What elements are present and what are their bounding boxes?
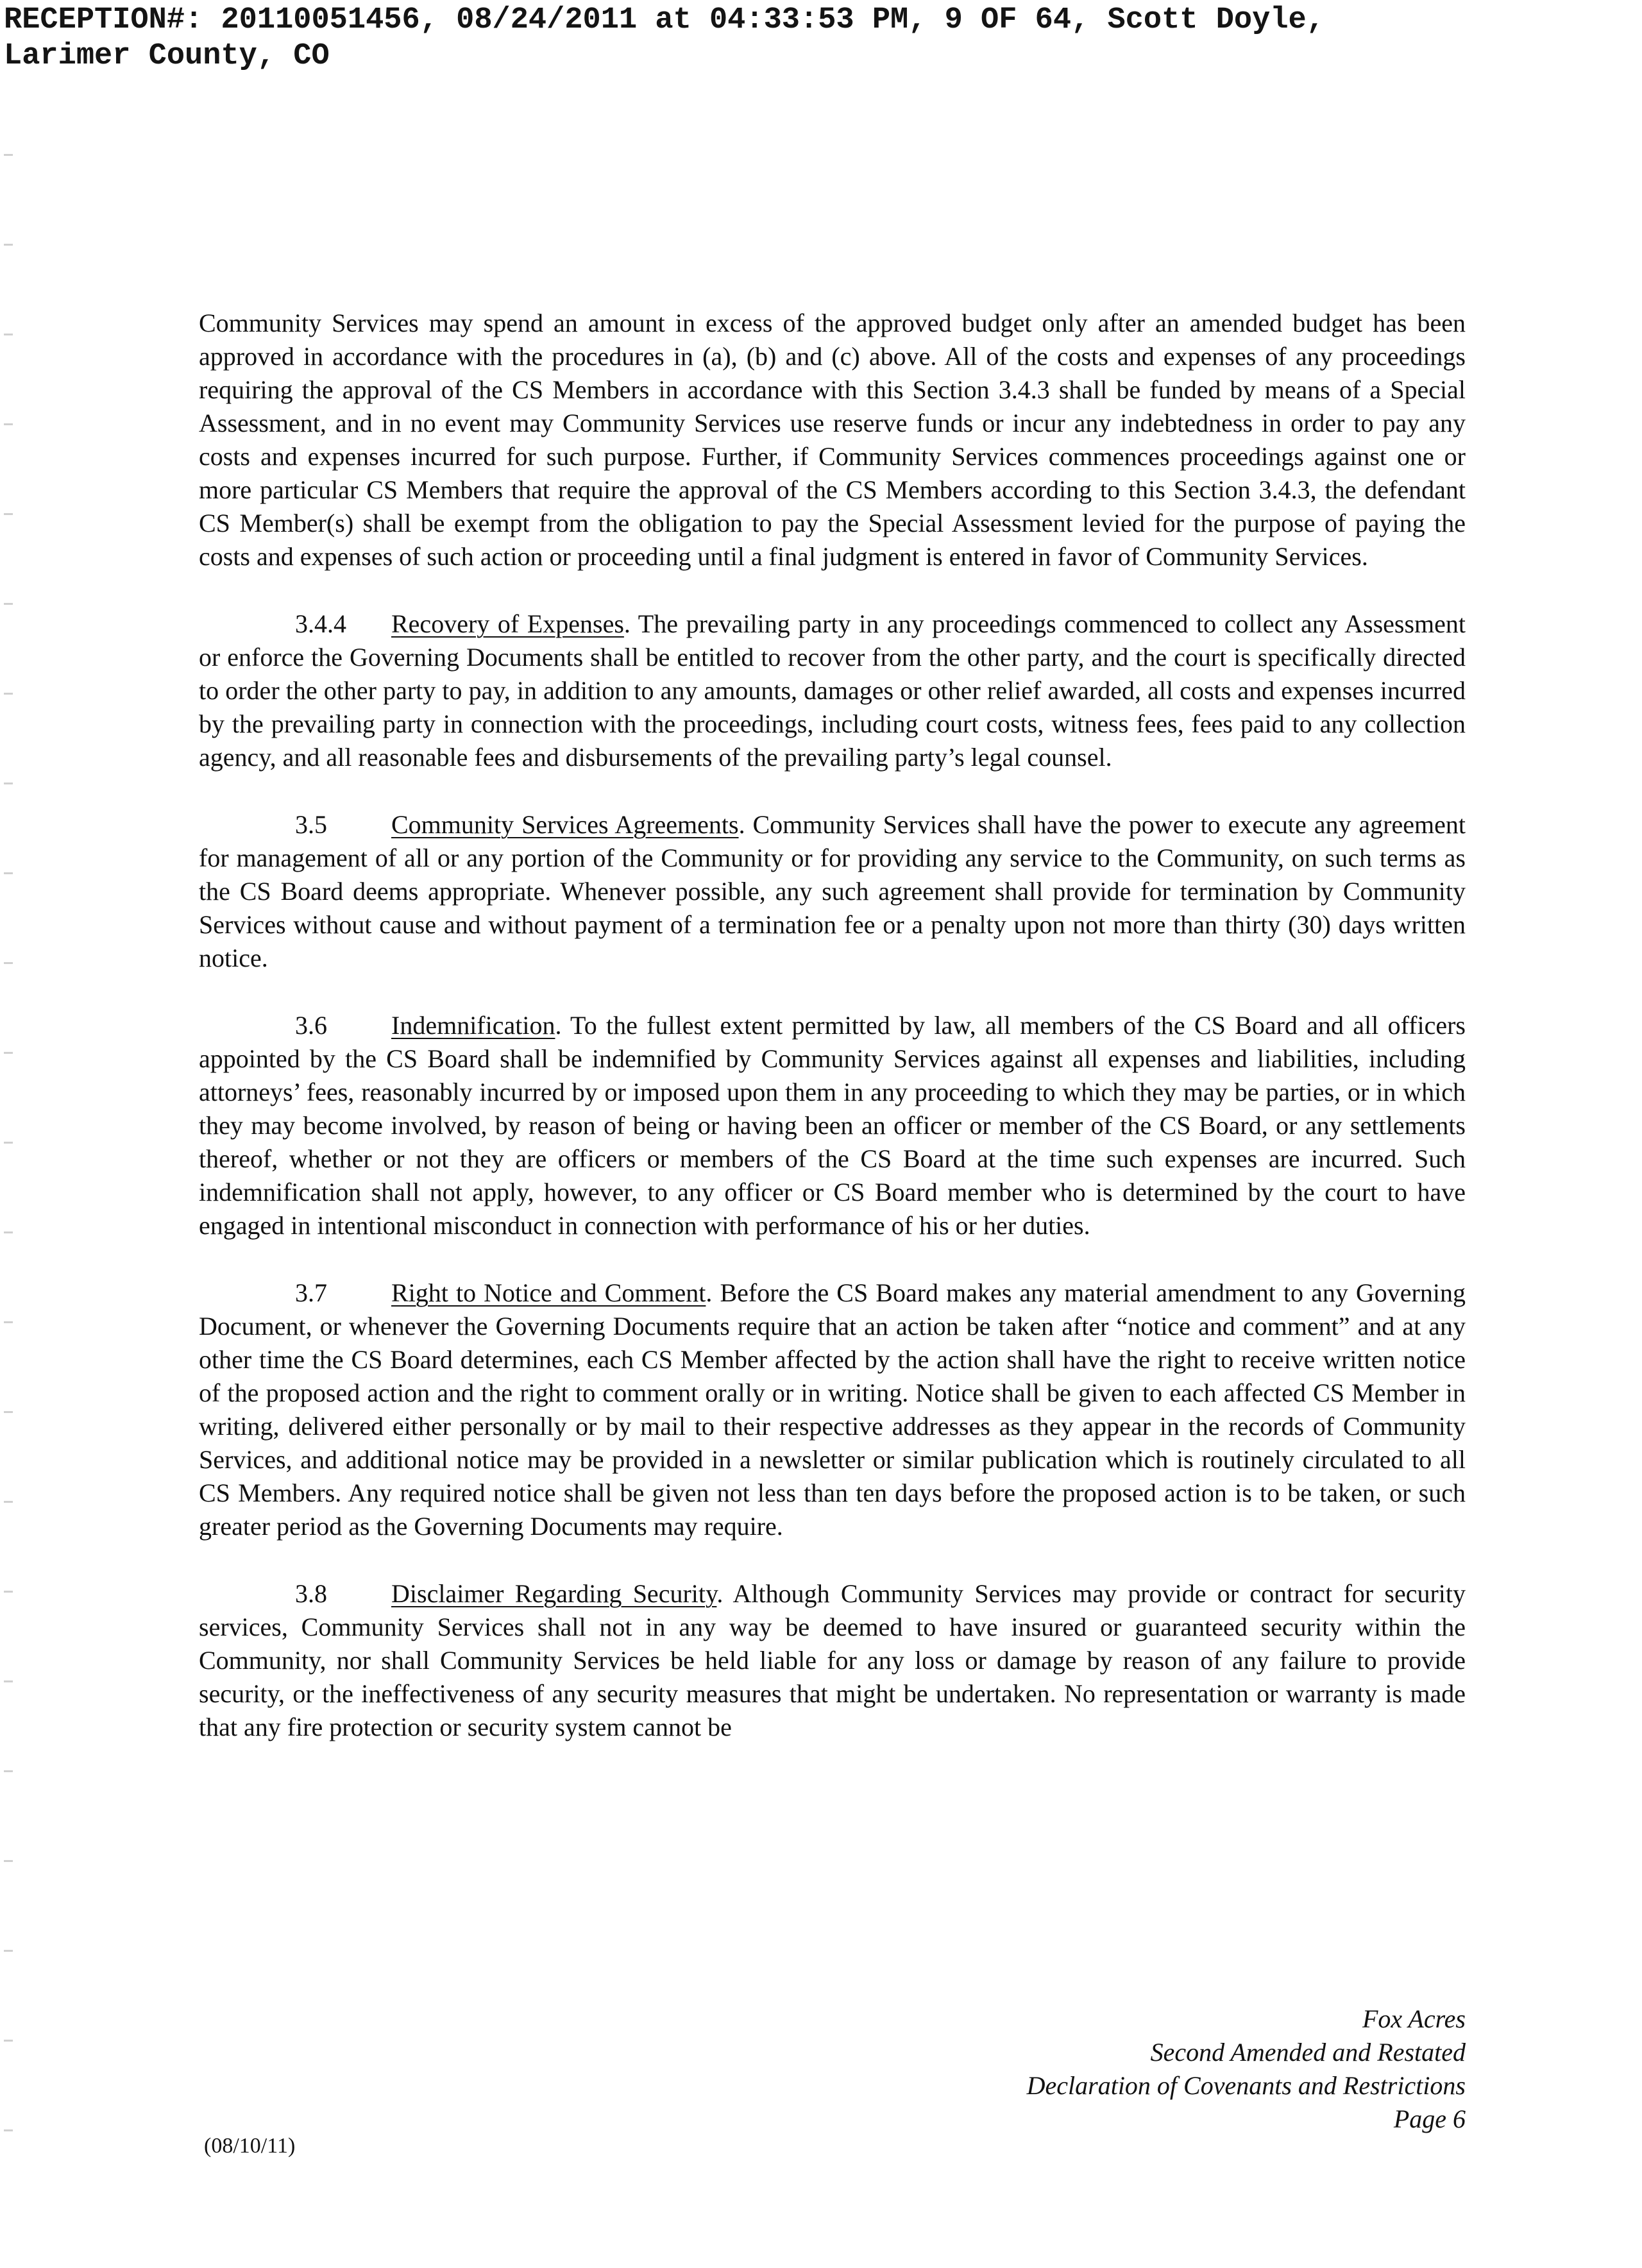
- section-text: . Community Services shall have the power to execute any agreement for management of all or any portion of the Community or for providing any service to the Community, on such terms as the CS Board deems appropriate. Whenever possible, any such agreement shall provide for termination by Community Services without cause and without payment of a termination fee or a penalty upon not more than thirty (30) days written notice.: [199, 810, 1466, 972]
- section-3-7: [199, 1276, 1466, 1543]
- section-3-5: [199, 808, 1466, 975]
- section-3-4-4: [199, 607, 1466, 774]
- recording-stamp: RECEPTION#: 20110051456, 08/24/2011 at 04:33:53 PM, 9 OF 64, Scott Doyle, Larimer County, CO: [4, 3, 1325, 73]
- revision-date: (08/10/11): [204, 2134, 296, 2158]
- section-number: 3.6: [295, 1011, 327, 1040]
- section-number: 3.5: [295, 810, 327, 839]
- paragraph-intro: Community Services may spend an amount in excess of the approved budget only after an amended budget has been approved in accordance with the procedures in (a), (b) and (c) above. All of the costs and expenses of any proceedings requiring the approval of the CS Members in accordance with this Section 3.4.3 shall be funded by means of a Special Assessment, and in no event may Community Services use reserve funds or incur any indebtedness in order to pay any costs and expenses incurred for such purpose. Further, if Community Services commences proceedings against one or more particular CS Members that require the approval of the CS Members according to this Section 3.4.3, the defendant CS Member(s) shall be exempt from the obligation to pay the Special Assessment levied for the purpose of paying the costs and expenses of such action or proceeding until a final judgment is entered in favor of Community Services.: [199, 309, 1466, 571]
- scan-margin-artifact: [4, 115, 13, 2168]
- section-number: 3.8: [295, 1579, 327, 1608]
- section-number: 3.4.4: [295, 609, 346, 638]
- section-3-6: [199, 1009, 1466, 1242]
- section-title: Right to Notice and Comment: [391, 1278, 706, 1307]
- document-body: [199, 307, 1466, 1778]
- document-footer: [1027, 2002, 1466, 2136]
- footer-doc-status: Second Amended and Restated: [1150, 2038, 1466, 2067]
- section-text: . The prevailing party in any proceedings commenced to collect any Assessment or enforce the Governing Documents shall be entitled to recover from the other party, and the court is specifically directed to order the other party to pay, in addition to any amounts, damages or other relief awarded, all costs and expenses incurred by the prevailing party in connection with the proceedings, including court costs, witness fees, fees paid to any collection agency, and all reasonable fees and disbursements of the prevailing party’s legal counsel.: [199, 609, 1466, 772]
- section-title: Disclaimer Regarding Security: [391, 1579, 717, 1608]
- section-text: . Before the CS Board makes any material amendment to any Governing Document, or whenever the Governing Documents require that an action be taken after “notice and comment” and at any other time the CS Board determines, each CS Member affected by the action shall have the right to receive written notice of the proposed action and the right to comment orally or in writing. Notice shall be given to each affected CS Member in writing, delivered either personally or by mail to their respective addresses as they appear in the records of Community Services, and additional notice may be provided in a newsletter or similar publication which is routinely circulated to all CS Members. Any required notice shall be given not less than ten days before the proposed action is to be taken, or such greater period as the Governing Documents may require.: [199, 1278, 1466, 1541]
- section-title: Recovery of Expenses: [391, 609, 624, 638]
- footer-doc-title: Declaration of Covenants and Restrictions: [1026, 2071, 1466, 2100]
- section-text: . To the fullest extent permitted by law, all members of the CS Board and all officers appointed by the CS Board shall be indemnified by Community Services against all expenses and liabilities, including attorneys’ fees, reasonably incurred by or imposed upon them in any proceeding to which they may be parties, or in which they may become involved, by reason of being or having been an officer or member of the CS Board, or any settlements thereof, whether or not they are officers or members of the CS Board at the time such expenses are incurred. Such indemnification shall not apply, however, to any officer or CS Board member who is determined by the court to have engaged in intentional misconduct in connection with performance of his or her duties.: [199, 1011, 1466, 1240]
- section-number: 3.7: [295, 1278, 327, 1307]
- section-title: Community Services Agreements: [391, 810, 739, 839]
- page-number: Page 6: [1393, 2104, 1466, 2133]
- section-title: Indemnification: [391, 1011, 555, 1040]
- footer-project-name: Fox Acres: [1362, 2004, 1466, 2033]
- section-text: . Although Community Services may provide or contract for security services, Community Services shall not in any way be deemed to have insured or guaranteed security within the Community, nor shall Community Services be held liable for any loss or damage by reason of any failure to provide security, or the ineffectiveness of any security measures that might be undertaken. No representation or warranty is made that any fire protection or security system cannot be: [199, 1579, 1466, 1741]
- section-3-8: [199, 1577, 1466, 1744]
